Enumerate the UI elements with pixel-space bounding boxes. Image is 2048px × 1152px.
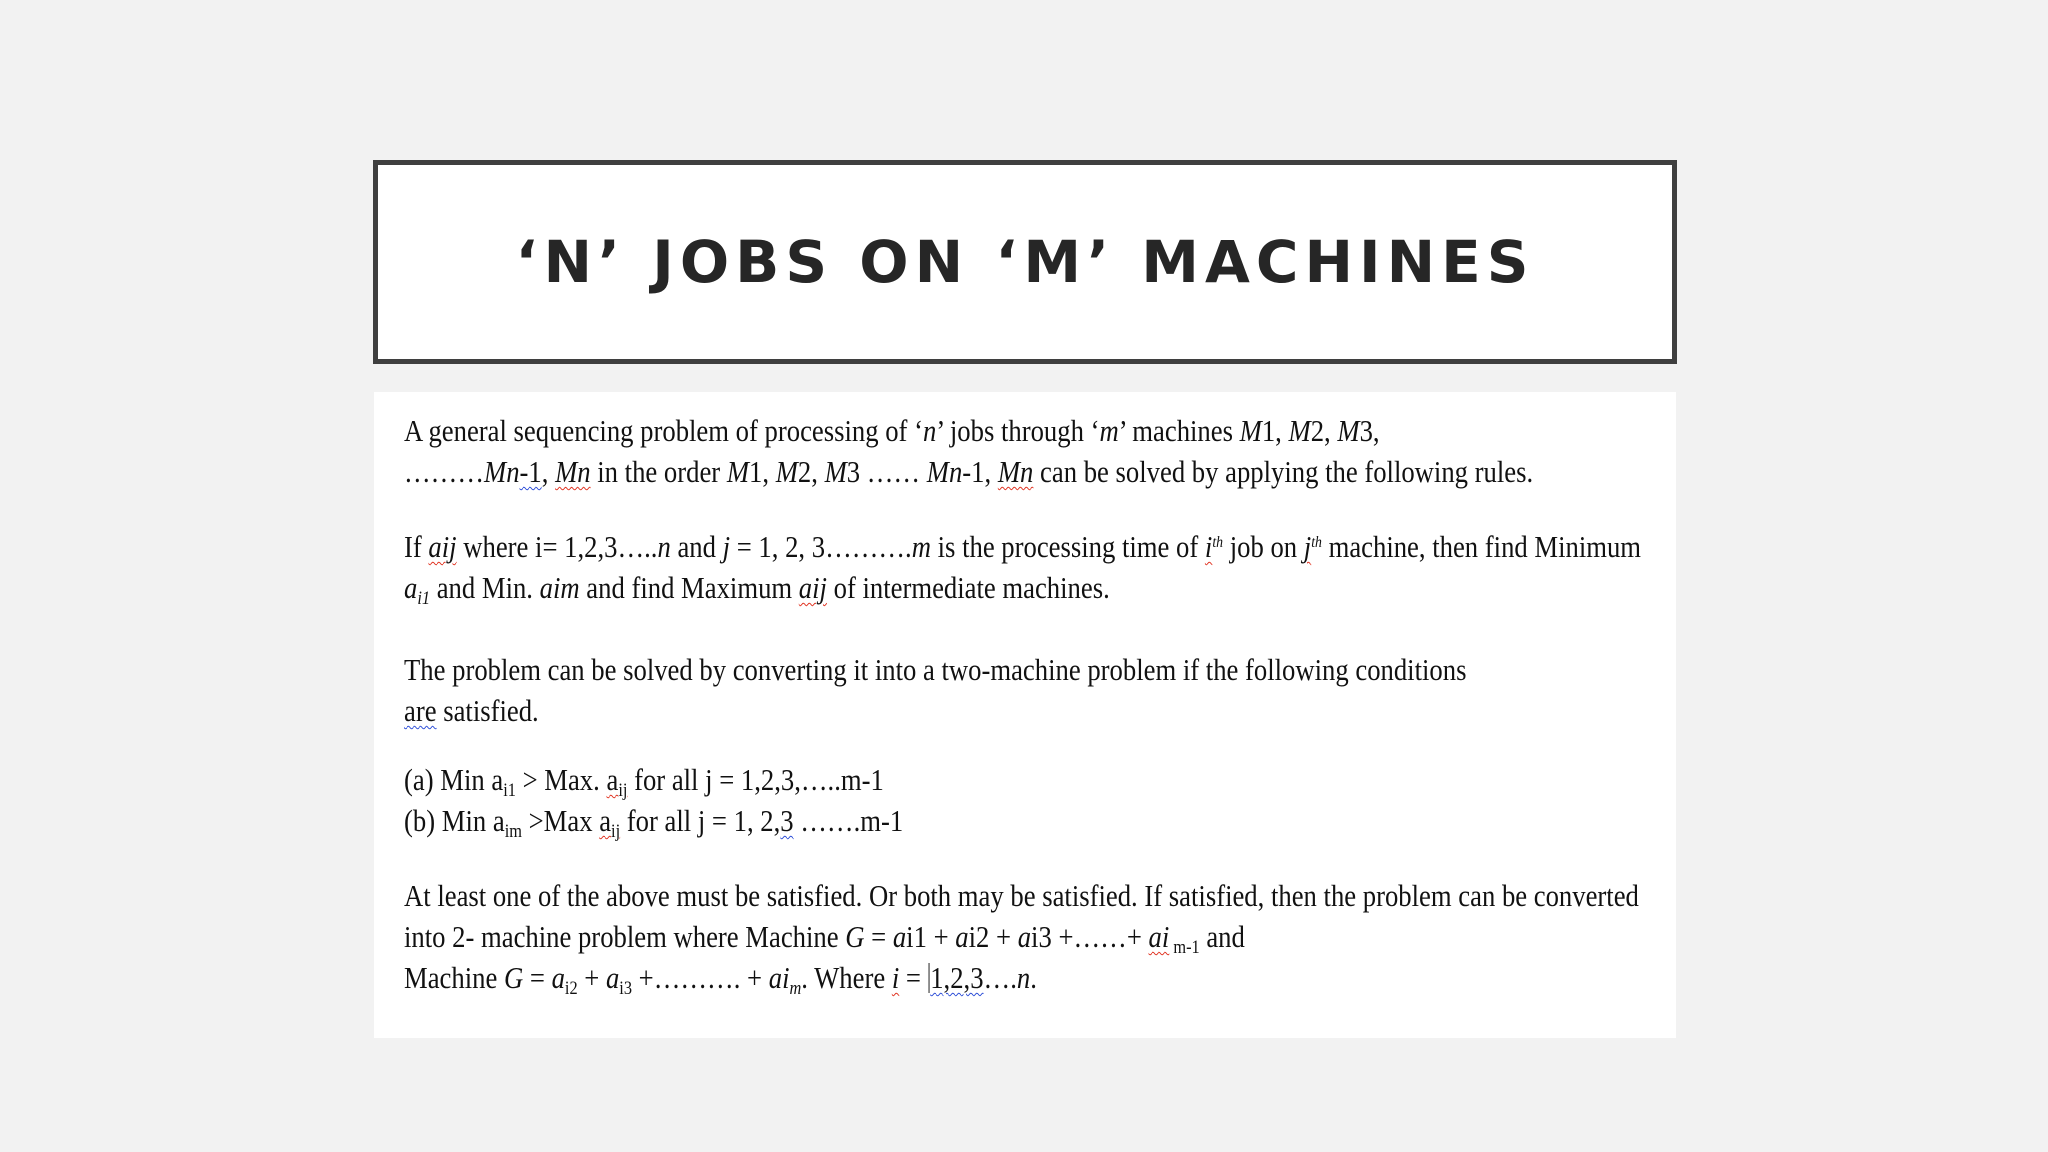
text-run: = 1, 2, 3………. (730, 529, 912, 564)
paragraph-2-line-2 (404, 567, 1498, 608)
text-run: n (1016, 960, 1031, 995)
text-run: …….m-1 (793, 803, 904, 838)
paragraph-spacer (404, 731, 1676, 759)
text-run: $a_{ij}$ (599, 803, 621, 842)
text-run: 3, (1359, 413, 1380, 448)
paragraph-5-line-1: At least one of the above must be satisfied. Or both may be satisfied. If satisfied, then the problem can be converted (404, 878, 1639, 913)
text-run: m (911, 529, 931, 564)
text-run: where (456, 529, 536, 564)
text-run: A general sequencing problem of processing of ‘ (404, 413, 923, 448)
text-run: j (1303, 529, 1312, 564)
text-run: i2 + (968, 919, 1018, 954)
text-run: . (1030, 960, 1037, 995)
text-run: and (670, 529, 723, 564)
text-run: M (824, 454, 847, 489)
text-run: = (523, 960, 552, 995)
condition-a (404, 759, 1498, 800)
text-run: i1 (417, 588, 431, 609)
text-run: n (922, 413, 937, 448)
text-run: for all j = 1, 2, (620, 803, 781, 838)
text-run: i1 + (906, 919, 956, 954)
text-run: a (1017, 919, 1032, 954)
text-run: n (657, 529, 671, 564)
text-run: a (404, 570, 418, 605)
text-run: 1, (1261, 413, 1289, 448)
text-run: a (892, 919, 907, 954)
text-run: is the processing time of (930, 529, 1205, 564)
text-run: (a) Min a (404, 762, 504, 797)
text-run: i3 (619, 978, 633, 999)
paragraph-3-line-1: The problem can be solved by converting it into a two-machine problem if the following conditions (404, 652, 1467, 687)
condition-b (404, 800, 1498, 841)
text-run: th (1212, 534, 1224, 551)
text-run: . Where (801, 960, 892, 995)
text-run: = (899, 960, 928, 995)
text-run: -1 (519, 454, 542, 489)
text-run: …. (983, 960, 1017, 995)
text-run: Mn (483, 454, 520, 489)
text-run: G (503, 960, 524, 995)
text-run: ……… (404, 454, 484, 489)
text-run: aij (798, 570, 827, 605)
text-run: for all j = 1,2,3,…..m-1 (627, 762, 884, 797)
text-run: ’ jobs through ‘ (936, 413, 1100, 448)
text-run: If (404, 529, 429, 564)
text-run: i3 +……+ (1031, 919, 1149, 954)
text-run: of intermediate machines. (826, 570, 1110, 605)
text-run: 3 …… (846, 454, 927, 489)
slide-title-box (373, 160, 1677, 364)
text-run: m-1 (1169, 937, 1200, 958)
text-run: m (789, 978, 802, 999)
text-run: i (535, 529, 543, 564)
text-run: M (1239, 413, 1262, 448)
text-run: ’ machines (1118, 413, 1240, 448)
text-run: into 2- machine problem where Machine (404, 919, 846, 954)
text-run: aim (539, 570, 580, 605)
text-run: and (1199, 919, 1245, 954)
text-run: G (845, 919, 865, 954)
paragraph-3-line-2 (404, 690, 1498, 731)
paragraph-5-line-2 (404, 916, 1498, 957)
text-run: >Max (521, 803, 600, 838)
slide-title: ‘N’ JOBS ON ‘M’ MACHINES (515, 228, 1535, 296)
text-run: ai (1148, 919, 1170, 954)
text-run: = 1,2,3….. (542, 529, 658, 564)
text-run: M (1337, 413, 1360, 448)
text-run: 1,2,3 (930, 960, 984, 995)
paragraph-2-line-1 (404, 526, 1642, 567)
text-run: in the order (590, 454, 727, 489)
text-run: are (404, 693, 437, 728)
text-run: -1, (962, 454, 998, 489)
paragraph-spacer (404, 492, 1676, 526)
text-run: th (1311, 534, 1322, 551)
content-image-panel (374, 392, 1676, 1038)
text-run: i (1204, 529, 1213, 564)
text-run: a (955, 919, 969, 954)
text-run: M (726, 454, 750, 489)
text-run: 2, (797, 454, 825, 489)
text-run: i1 (503, 780, 516, 801)
text-run: and Min. (430, 570, 540, 605)
text-run: machine, then find Minimum (1321, 529, 1642, 564)
text-run: job on (1223, 529, 1304, 564)
paragraph-1-line-1 (404, 410, 1498, 451)
paragraph-1-line-2 (404, 451, 1534, 492)
text-run: M (1288, 413, 1311, 448)
text-run: Machine (404, 960, 504, 995)
text-run: , (541, 454, 556, 489)
text-run: a (551, 960, 565, 995)
text-run: aij (428, 529, 457, 564)
text-run: j (722, 529, 731, 564)
text-run: Mn (997, 454, 1034, 489)
text-run: Mn (926, 454, 963, 489)
paragraph-spacer (404, 608, 1676, 649)
text-run: a (605, 960, 620, 995)
text-run: Mn (555, 454, 591, 489)
text-run: 1, (749, 454, 776, 489)
text-run: 2, (1310, 413, 1338, 448)
text-run: i (891, 960, 900, 995)
text-run: = (864, 919, 893, 954)
text-run: M (775, 454, 798, 489)
paragraph-5-line-3 (404, 957, 1498, 998)
text-run: $a_{ij}$ (606, 762, 628, 801)
text-run: ai (768, 960, 790, 995)
paragraph-spacer (404, 841, 1676, 875)
text-run: (b) Min a (404, 803, 505, 838)
text-run: im (504, 821, 522, 842)
text-run: and find Maximum (579, 570, 799, 605)
text-run: satisfied. (436, 693, 539, 728)
text-run: + (577, 960, 606, 995)
text-run: i2 (564, 978, 578, 999)
text-run: 3 (780, 803, 794, 838)
text-run: can be solved by applying the following rules. (1033, 454, 1534, 489)
text-run: m (1099, 413, 1119, 448)
text-run: +………. + (632, 960, 769, 995)
text-run: > Max. (515, 762, 607, 797)
